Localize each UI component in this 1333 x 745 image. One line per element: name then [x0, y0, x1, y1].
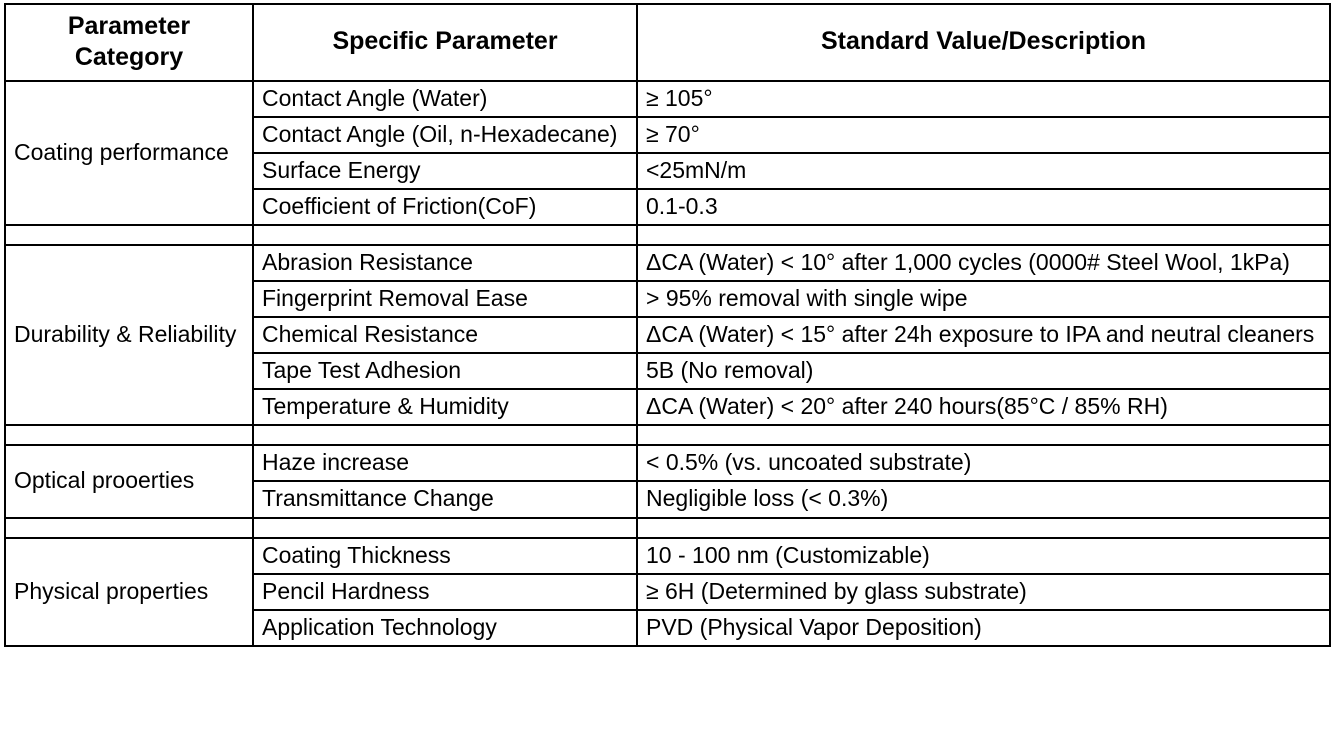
- header-parameter-category: Parameter Category: [5, 4, 253, 81]
- group-separator-row: [5, 425, 1330, 445]
- parameter-cell: Coating Thickness: [253, 538, 637, 574]
- separator-cell: [637, 425, 1330, 445]
- value-cell: ΔCA (Water) < 15° after 24h exposure to IPA and neutral cleaners: [637, 317, 1330, 353]
- category-cell-physical-properties: Physical properties: [5, 538, 253, 646]
- parameter-cell: Contact Angle (Water): [253, 81, 637, 117]
- group-separator-row: [5, 518, 1330, 538]
- separator-cell: [5, 425, 253, 445]
- table-header: [5, 4, 1330, 81]
- header-specific-parameter: Specific Parameter: [253, 4, 637, 81]
- value-cell: < 0.5% (vs. uncoated substrate): [637, 445, 1330, 481]
- value-cell: <25mN/m: [637, 153, 1330, 189]
- group-separator-row: [5, 225, 1330, 245]
- value-cell: ΔCA (Water) < 20° after 240 hours(85°C / 85% RH): [637, 389, 1330, 425]
- parameter-cell: Contact Angle (Oil, n-Hexadecane): [253, 117, 637, 153]
- header-standard-value: Standard Value/Description: [637, 4, 1330, 81]
- separator-cell: [253, 225, 637, 245]
- separator-cell: [5, 518, 253, 538]
- table-row: [5, 245, 1330, 281]
- value-cell: 5B (No removal): [637, 353, 1330, 389]
- parameter-cell: Fingerprint Removal Ease: [253, 281, 637, 317]
- value-cell: ≥ 105°: [637, 81, 1330, 117]
- separator-cell: [5, 225, 253, 245]
- value-cell: ≥ 6H (Determined by glass substrate): [637, 574, 1330, 610]
- value-cell: 0.1-0.3: [637, 189, 1330, 225]
- parameter-cell: Temperature & Humidity: [253, 389, 637, 425]
- separator-cell: [253, 425, 637, 445]
- category-cell-optical-properties: Optical prooerties: [5, 445, 253, 517]
- parameter-cell: Surface Energy: [253, 153, 637, 189]
- table-row: [5, 445, 1330, 481]
- value-cell: Negligible loss (< 0.3%): [637, 481, 1330, 517]
- specification-table: [4, 3, 1331, 647]
- value-cell: 10 - 100 nm (Customizable): [637, 538, 1330, 574]
- separator-cell: [253, 518, 637, 538]
- parameter-cell: Abrasion Resistance: [253, 245, 637, 281]
- parameter-cell: Coefficient of Friction(CoF): [253, 189, 637, 225]
- parameter-cell: Haze increase: [253, 445, 637, 481]
- value-cell: ΔCA (Water) < 10° after 1,000 cycles (0000# Steel Wool, 1kPa): [637, 245, 1330, 281]
- category-cell-durability-reliability: Durability & Reliability: [5, 245, 253, 425]
- parameter-cell: Application Technology: [253, 610, 637, 646]
- parameter-cell: Pencil Hardness: [253, 574, 637, 610]
- table-row: [5, 538, 1330, 574]
- header-row: [5, 4, 1330, 81]
- separator-cell: [637, 518, 1330, 538]
- parameter-cell: Transmittance Change: [253, 481, 637, 517]
- value-cell: > 95% removal with single wipe: [637, 281, 1330, 317]
- parameter-cell: Chemical Resistance: [253, 317, 637, 353]
- table-body: [5, 81, 1330, 646]
- value-cell: PVD (Physical Vapor Deposition): [637, 610, 1330, 646]
- table-row: [5, 81, 1330, 117]
- category-cell-coating-performance: Coating performance: [5, 81, 253, 225]
- value-cell: ≥ 70°: [637, 117, 1330, 153]
- parameter-cell: Tape Test Adhesion: [253, 353, 637, 389]
- separator-cell: [637, 225, 1330, 245]
